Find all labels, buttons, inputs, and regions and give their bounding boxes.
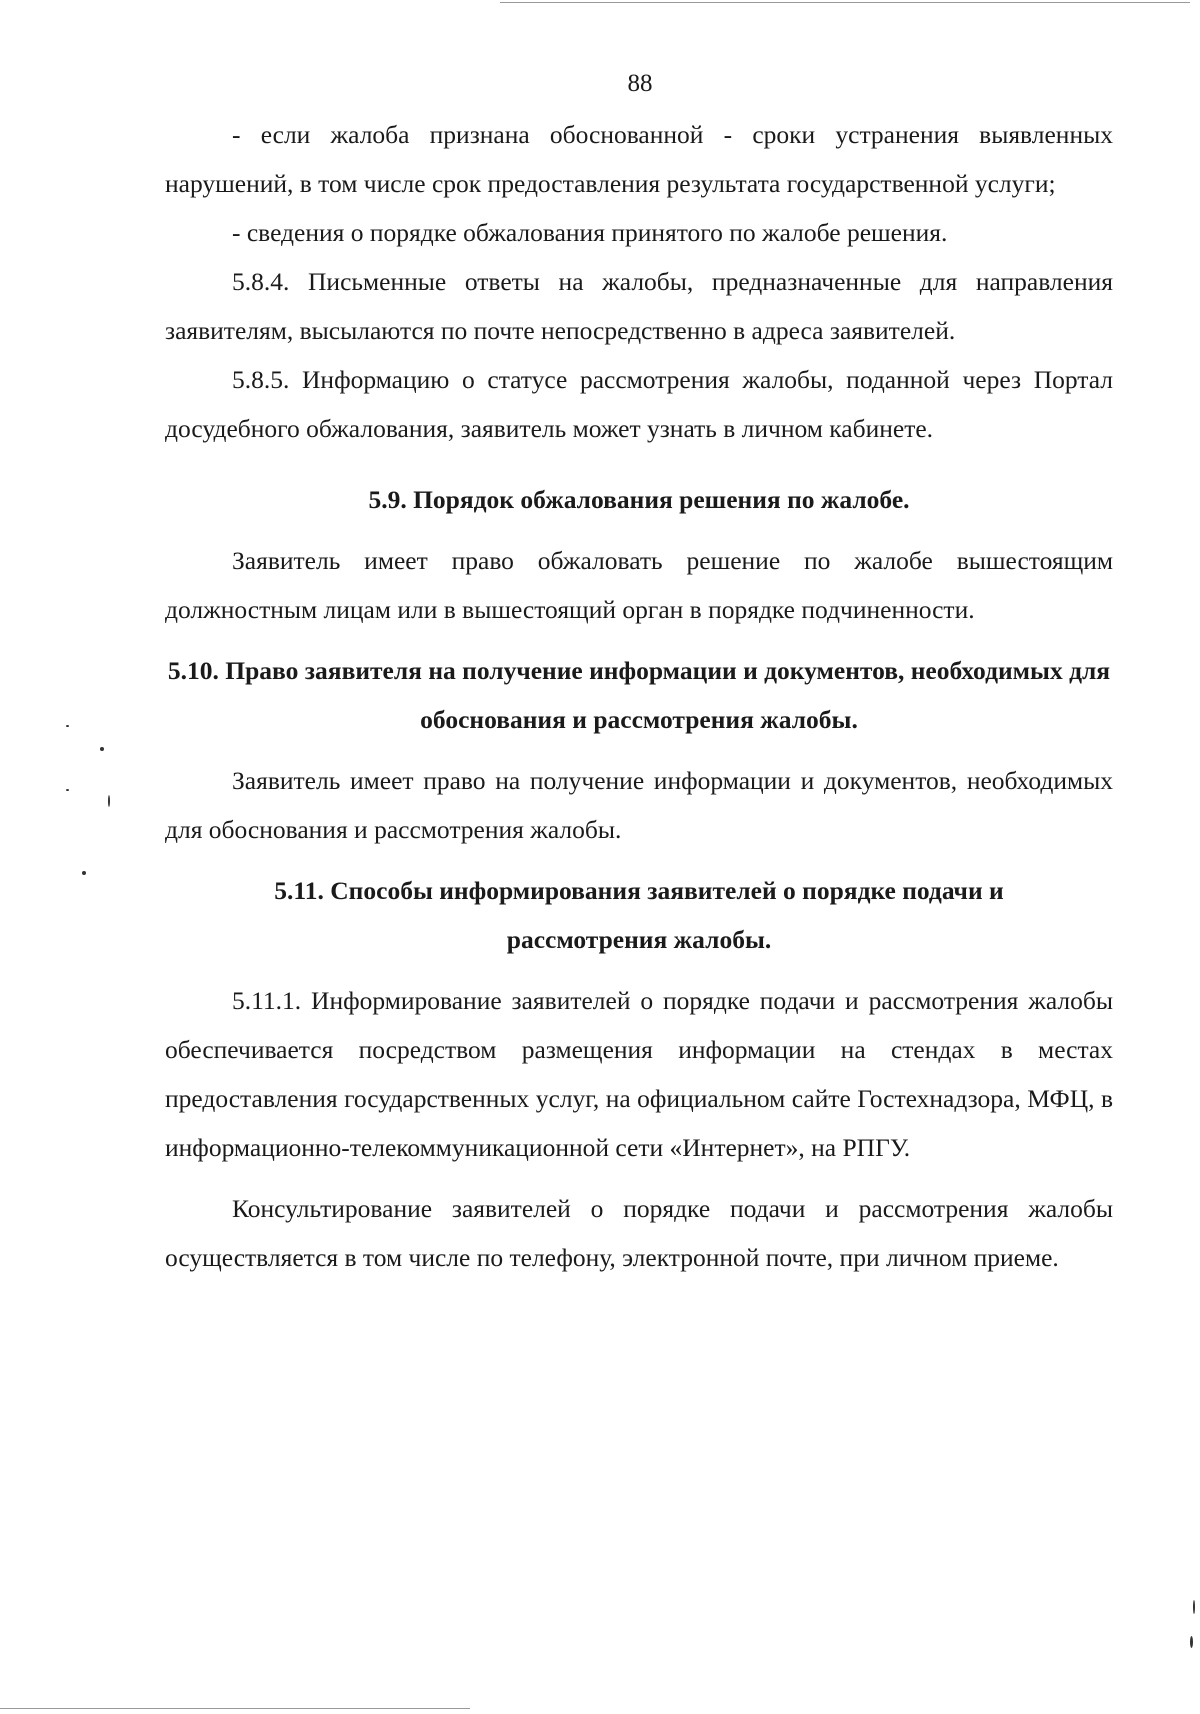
section-heading-5-11 <box>165 866 1113 964</box>
scan-edge-bottom <box>0 1708 470 1709</box>
scan-speck <box>100 747 104 751</box>
paragraph: 5.8.4. Письменные ответы на жалобы, предназначенные для направления заявителям, высылаются по почте непосредственно в адреса заявителей. <box>165 267 1113 345</box>
paragraph: - если жалоба признана обоснованной - сроки устранения выявленных нарушений, в том числе срок предоставления результата государственной услуги; <box>165 120 1113 198</box>
scan-speck <box>1193 1600 1195 1614</box>
scan-speck <box>82 871 86 875</box>
section-heading-5-10: 5.10. Право заявителя на получение информации и документов, необходимых для обоснования и рассмотрения жалобы. <box>167 656 1111 734</box>
page-number: 88 <box>627 70 653 97</box>
section-heading-5-9: 5.9. Порядок обжалования решения по жалобе. <box>368 485 910 514</box>
scan-edge-top <box>500 2 1190 3</box>
paragraph: 5.8.5. Информацию о статусе рассмотрения жалобы, поданной через Портал досудебного обжалования, заявитель может узнать в личном кабинете. <box>165 365 1113 443</box>
scan-speck <box>66 789 69 791</box>
scan-speck <box>66 725 69 727</box>
paragraph: Консультирование заявителей о порядке подачи и рассмотрения жалобы осуществляется в том числе по телефону, электронной почте, при личном приеме. <box>165 1194 1113 1272</box>
section-heading-5-11-line1: 5.11. Способы информирования заявителей о порядке подачи и <box>274 876 1004 905</box>
scan-speck <box>1190 1636 1193 1648</box>
paragraph: Заявитель имеет право обжаловать решение по жалобе вышестоящим должностным лицам или в вышестоящий орган в порядке подчиненности. <box>165 546 1113 624</box>
paragraph: - сведения о порядке обжалования принятого по жалобе решения. <box>232 218 948 247</box>
scan-speck <box>108 795 110 807</box>
paragraph: Заявитель имеет право на получение информации и документов, необходимых для обоснования и рассмотрения жалобы. <box>165 766 1113 844</box>
document-body <box>165 110 1113 1282</box>
section-heading-5-11-line2: рассмотрения жалобы. <box>506 925 772 954</box>
paragraph: 5.11.1. Информирование заявителей о порядке подачи и рассмотрения жалобы обеспечивается посредством размещения информации на стендах в местах предоставления государственных услуг, на официальном сайте Гостехнадзора, МФЦ, в информационно-телекоммуникационной сети «Интернет», на РПГУ. <box>165 986 1113 1162</box>
